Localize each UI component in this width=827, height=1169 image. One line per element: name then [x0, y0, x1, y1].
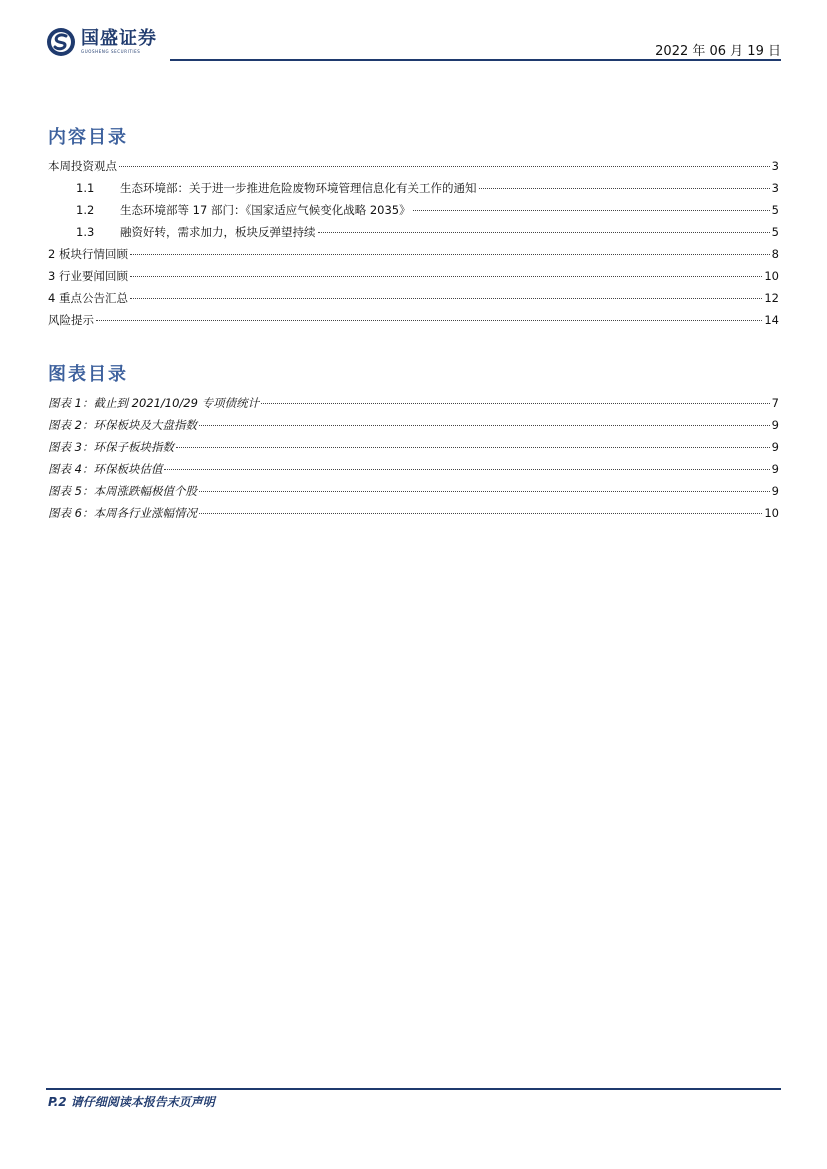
toc-item-page: 3: [771, 159, 779, 173]
figure-item-title: 图表 3：环保子板块指数: [48, 440, 174, 454]
leader-dots: [130, 276, 762, 277]
toc-item-title: 风险提示: [48, 313, 94, 327]
toc-item-number: 1.3: [76, 225, 95, 239]
toc-item[interactable]: [48, 202, 779, 224]
toc-item-number: 1.2: [76, 203, 95, 217]
figure-item[interactable]: [48, 505, 779, 527]
toc-item-page: 3: [771, 181, 779, 195]
figures-heading: 图表目录: [48, 364, 128, 385]
figure-item-title: 图表 5：本周涨跌幅极值个股: [48, 484, 197, 498]
toc-item-page: 14: [764, 313, 779, 327]
toc-item[interactable]: [48, 180, 779, 202]
toc-heading: 内容目录: [48, 127, 128, 148]
leader-dots: [479, 188, 770, 189]
leader-dots: [261, 403, 770, 404]
toc-item-title: 生态环境部：关于进一步推进危险废物环境管理信息化有关工作的通知: [120, 181, 477, 195]
leader-dots: [413, 210, 770, 211]
figure-item[interactable]: [48, 395, 779, 417]
leader-dots: [199, 513, 762, 514]
logo-name: 国盛证券: [81, 28, 157, 49]
toc-item[interactable]: [48, 224, 779, 246]
logo-subtitle: GUOSHENG SECURITIES: [81, 49, 141, 54]
leader-dots: [164, 469, 769, 470]
toc-item[interactable]: [48, 246, 779, 268]
leader-dots: [96, 320, 762, 321]
leader-dots: [119, 166, 770, 167]
toc-item-title: 4 重点公告汇总: [48, 291, 128, 305]
toc-item-page: 8: [771, 247, 779, 261]
figure-item-title: 图表 4：环保板块估值: [48, 462, 163, 476]
toc-item-page: 5: [771, 225, 779, 239]
report-date: 2022 年 06 月 19 日: [655, 44, 781, 59]
toc-item-title: 生态环境部等 17 部门：《国家适应气候变化战略 2035》: [120, 203, 411, 217]
figure-item-page: 9: [771, 440, 779, 454]
page-footer: P.2 请仔细阅读本报告末页声明: [48, 1095, 215, 1109]
toc-item-page: 5: [771, 203, 779, 217]
toc-item[interactable]: [48, 268, 779, 290]
figure-item-title: 图表 6：本周各行业涨幅情况: [48, 506, 197, 520]
toc-list: [48, 158, 779, 334]
toc-item-title: 3 行业要闻回顾: [48, 269, 128, 283]
leader-dots: [130, 254, 770, 255]
leader-dots: [199, 425, 770, 426]
figure-item[interactable]: [48, 483, 779, 505]
leader-dots: [318, 232, 770, 233]
toc-item-title: 2 板块行情回顾: [48, 247, 128, 261]
header-divider: [170, 59, 781, 61]
figure-item-page: 7: [771, 396, 779, 410]
leader-dots: [130, 298, 762, 299]
toc-item-title: 融资好转，需求加力，板块反弹望持续: [120, 225, 316, 239]
leader-dots: [199, 491, 770, 492]
figure-item-page: 9: [771, 418, 779, 432]
figure-item[interactable]: [48, 417, 779, 439]
toc-item[interactable]: [48, 290, 779, 312]
toc-item-page: 10: [764, 269, 779, 283]
toc-item-page: 12: [764, 291, 779, 305]
figure-item[interactable]: [48, 439, 779, 461]
figure-item-page: 10: [764, 506, 779, 520]
toc-item[interactable]: [48, 312, 779, 334]
page-header: [0, 0, 827, 70]
figure-item-page: 9: [771, 462, 779, 476]
company-logo: [46, 27, 157, 57]
figure-item-title: 图表 1：截止到 2021/10/29 专项债统计: [48, 396, 260, 410]
footer-divider: [46, 1088, 781, 1090]
figures-list: [48, 395, 779, 527]
figure-item-title: 图表 2：环保板块及大盘指数: [48, 418, 197, 432]
guosheng-logo-icon: [46, 27, 76, 57]
toc-item-title: 本周投资观点: [48, 159, 117, 173]
figure-item-page: 9: [771, 484, 779, 498]
leader-dots: [176, 447, 770, 448]
toc-item-number: 1.1: [76, 181, 95, 195]
figure-item[interactable]: [48, 461, 779, 483]
toc-item[interactable]: [48, 158, 779, 180]
